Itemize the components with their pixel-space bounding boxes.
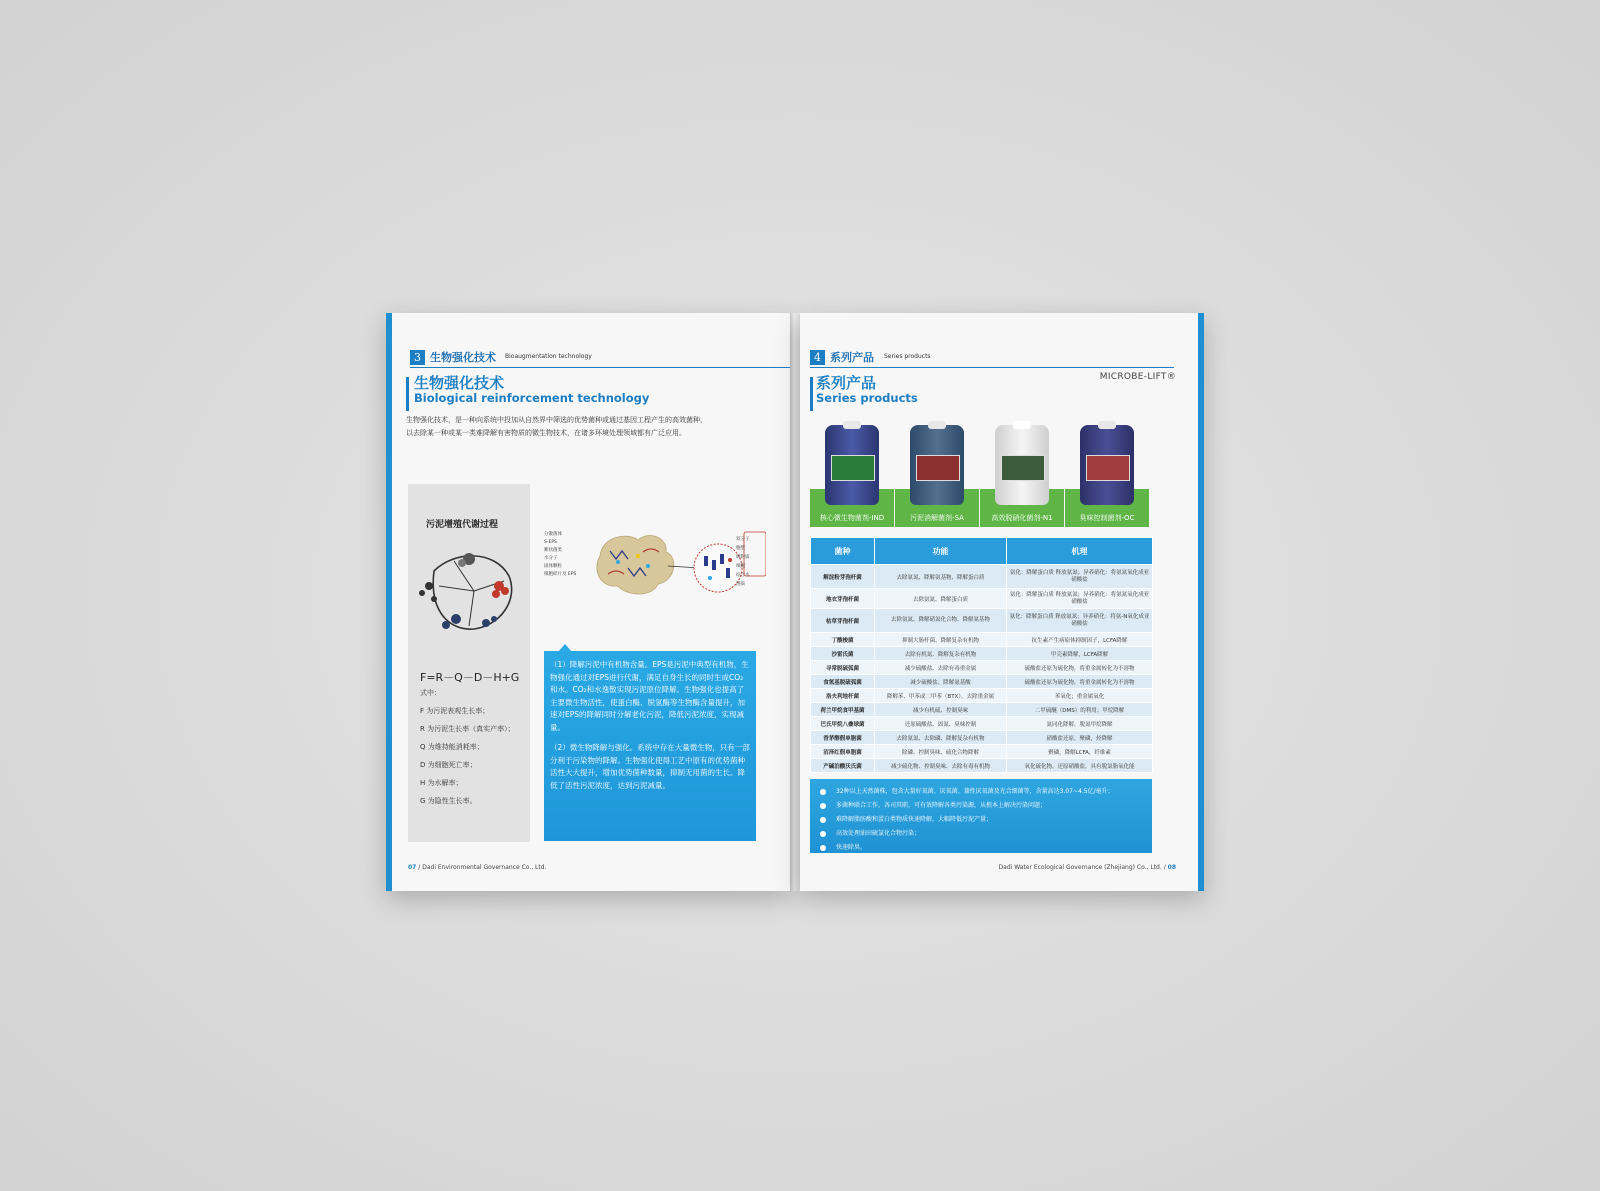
company-name: Dadi Water Ecological Governance (Zhejiang) Co., Ltd. — [998, 864, 1162, 871]
footer-separator: / — [418, 864, 423, 871]
mechanism-para-2: （2）微生物降解与强化。系统中存在大量微生物，只有一部分利于污染物的降解。生物强化使得工艺中原有的优势菌种活性大大提升，增加优势菌种数量，抑制无用菌的生长。降低了活性污泥浓度，达到污泥减量。 — [550, 743, 750, 790]
title-accent-bar — [406, 377, 409, 411]
legend-item: 细胞 — [736, 564, 745, 569]
table-cell: 甲壳素降解，LCFA降解 — [1007, 647, 1153, 661]
formula-line: Q 为维持能消耗率； — [420, 743, 484, 751]
bottle-cap — [1013, 421, 1031, 429]
section-title-cn: 生物强化技术 — [430, 351, 496, 364]
table-cell: 去除氨氮、降解硝氮化合物、降解氨基物 — [875, 609, 1007, 633]
left-footer — [408, 864, 546, 871]
page-title-en: Biological reinforcement technology — [414, 391, 650, 405]
bottle-image — [825, 425, 879, 505]
brand-name: MICROBE-LIFT® — [1099, 372, 1176, 382]
table-row — [811, 703, 1153, 717]
bottle-sticker — [831, 455, 875, 481]
section-number: 3 — [410, 350, 425, 365]
section-title-en: Series products — [884, 353, 931, 360]
formula-where: 式中： — [420, 689, 441, 697]
table-row — [811, 661, 1153, 675]
legend-item: S-EPS — [544, 540, 557, 545]
eps-right-legend — [736, 535, 750, 589]
table-cell: 硫酸盐还原为硫化物，将重金属转化为不溶物 — [1007, 675, 1153, 689]
bottle-image — [995, 425, 1049, 505]
metabolism-cycle-diagram — [414, 541, 524, 637]
table-row — [811, 565, 1153, 589]
table-row — [811, 745, 1153, 759]
company-name: Dadi Environmental Governance Co., Ltd. — [422, 864, 547, 871]
right-section-header — [800, 350, 1204, 366]
column-header: 菌种 — [811, 538, 875, 565]
product-label: 臭味控制菌剂-OC — [1079, 514, 1135, 522]
product-card — [980, 425, 1064, 527]
table-cell: 解淀粉芽孢杆菌 — [811, 565, 875, 589]
list-item: 多菌种联合工作，各司其职，可有效降解各类污染源，从根本上解决污染问题； — [820, 799, 1142, 813]
left-section-header — [386, 350, 790, 366]
mechanism-text-box — [544, 651, 756, 841]
diagram-title: 污泥增殖代谢过程 — [426, 520, 499, 530]
list-item: 高效处理油田硫氯化合物污染； — [820, 827, 1142, 841]
book-spine — [790, 313, 800, 891]
list-item: 快速除臭。 — [820, 841, 1142, 855]
legend-item: 双分子 — [736, 537, 750, 542]
bottle-cap — [1098, 421, 1116, 429]
formula-line: F 为污泥表观生长率； — [420, 707, 490, 715]
column-header: 机理 — [1007, 538, 1153, 565]
intro-line-2: 以去除某一种或某一类难降解有害物质的微生物技术，在诸多环境处理领域都有广泛应用。 — [406, 429, 686, 437]
table-row — [811, 609, 1153, 633]
table-cell: 氮同化降解，脱氮甲烷降解 — [1007, 717, 1153, 731]
table-cell: 枯草芽孢杆菌 — [811, 609, 875, 633]
table-row — [811, 759, 1153, 773]
table-cell: 减少有机硫、控制臭味 — [875, 703, 1007, 717]
strain-table — [810, 537, 1153, 773]
product-label: 高效脱硝化菌剂-N1 — [991, 514, 1053, 522]
table-row — [811, 675, 1153, 689]
product-card — [810, 425, 894, 527]
metabolism-panel — [408, 484, 530, 842]
product-label: 核心微生物菌剂-IND — [819, 514, 885, 522]
table-cell: 减少硫酸盐、去除有毒重金属 — [875, 661, 1007, 675]
table-cell: 去除氨氮、降解蛋白质 — [875, 589, 1007, 609]
table-cell: 降解苯、甲苯或二甲苯（BTX），去除重金属 — [875, 689, 1007, 703]
right-footer — [999, 864, 1176, 871]
table-cell: 抑制大肠杆菌、降解复杂有机物 — [875, 633, 1007, 647]
legend-item: 溶质 — [736, 582, 745, 587]
table-cell: 苯氧化；重金属氧化 — [1007, 689, 1153, 703]
table-row — [811, 589, 1153, 609]
section-title-en: Bioaugmentation technology — [505, 353, 592, 360]
product-label: 污泥消解菌剂-SA — [910, 514, 964, 522]
table-cell: 去除有机氮、降解复杂有机物 — [875, 647, 1007, 661]
eps-legend — [544, 531, 590, 579]
section-title-cn: 系列产品 — [830, 351, 874, 364]
table-cell: 除磷、控制臭味、硫化合物降解 — [875, 745, 1007, 759]
table-row — [811, 647, 1153, 661]
left-edge-bar — [386, 313, 392, 891]
table-cell: 洛夫利地杆菌 — [811, 689, 875, 703]
left-page — [386, 313, 790, 891]
title-accent-bar — [810, 377, 813, 411]
formula-line: G 为隐性生长率。 — [420, 797, 477, 805]
intro-text — [406, 414, 776, 440]
page-title-en: Series products — [816, 391, 918, 405]
legend-item: 胞壁 — [736, 546, 745, 551]
table-cell: 氨化：降解蛋白质 释放氨氮；异养硝化：将氨氮氧化成亚硝酸盐 — [1007, 589, 1153, 609]
column-header: 功能 — [875, 538, 1007, 565]
table-row — [811, 717, 1153, 731]
table-row — [811, 689, 1153, 703]
features-list — [810, 779, 1152, 853]
bottle-sticker — [1001, 455, 1045, 481]
table-row — [811, 731, 1153, 745]
table-cell: 沙雷氏菌 — [811, 647, 875, 661]
bottle-cap — [843, 421, 861, 429]
list-item: 32种以上天然菌株，包含大量好氧菌、厌氧菌、兼性厌氧菌及光合细菌等，含量高达3.07~4.5亿/毫升； — [820, 785, 1142, 799]
bottle-sticker — [916, 455, 960, 481]
table-cell: 寻常脱硫弧菌 — [811, 661, 875, 675]
table-cell: 地衣芽孢杆菌 — [811, 589, 875, 609]
bottle-sticker — [1086, 455, 1130, 481]
page-title-cn: 系列产品 — [816, 374, 877, 392]
page-number: 08 — [1167, 864, 1176, 871]
table-cell: 丁酸梭菌 — [811, 633, 875, 647]
table-cell: 减少硫酸盐、降解氨基酸 — [875, 675, 1007, 689]
table-cell: 香茅醇假单胞菌 — [811, 731, 875, 745]
header-rule — [810, 367, 1174, 368]
legend-item: 细胞碎片及 EPS — [544, 572, 577, 577]
table-cell: 还原硫酸盐、固氮、臭味控制 — [875, 717, 1007, 731]
table-cell: 食氢基脱硫弧菌 — [811, 675, 875, 689]
table-cell: 沼泽红假单胞菌 — [811, 745, 875, 759]
table-cell: 聚磷，降解LCFA，纤维素 — [1007, 745, 1153, 759]
page-title-cn: 生物强化技术 — [414, 374, 505, 392]
table-row — [811, 633, 1153, 647]
legend-item: 结合水 — [736, 573, 750, 578]
mechanism-para-1: （1）降解污泥中有机物含量。EPS是污泥中典型有机物，生物强化通过对EPS进行代谢，满足自身生长的同时生成CO₂和水。CO₂和水逸散实现污泥原位降解。生物强化也提高了主要微生物活性，使蛋白酶、脱氢酶等生物酶含量提升，加速对EPS的降解同时分解老化污泥，降低污泥浓度，实现减量。 — [550, 660, 749, 732]
table-cell: 二甲硫醚（DMS）的利用；甲烷降解 — [1007, 703, 1153, 717]
table-cell: 荷兰甲烷食甲基菌 — [811, 703, 875, 717]
table-cell: 产碱泊酸沃氏菌 — [811, 759, 875, 773]
section-number: 4 — [810, 350, 825, 365]
header-rule — [410, 367, 790, 368]
formula-line: H 为水解率； — [420, 779, 463, 787]
intro-line-1: 生物强化技术，是一种向系统中投加从自然界中筛选的优势菌种或通过基因工程产生的高效菌种， — [406, 416, 707, 424]
table-header-row — [811, 538, 1153, 565]
table-cell: 硫酸盐还原为硫化物，将重金属转化为不溶物 — [1007, 661, 1153, 675]
table-cell: 去除氨氮、去除磷、降解复杂有机物 — [875, 731, 1007, 745]
right-page — [800, 313, 1204, 891]
bottle-cap — [928, 421, 946, 429]
formula-line: D 为细胞死亡率； — [420, 761, 477, 769]
table-cell: 减少硫化物、控制臭味、去除有毒有机物 — [875, 759, 1007, 773]
product-card — [895, 425, 979, 527]
legend-item: 水分子 — [544, 556, 558, 561]
table-cell: 抗生素产生病原体抑制因子，LCFA降解 — [1007, 633, 1153, 647]
growth-formula: F=R－Q－D－H+G — [420, 671, 520, 684]
legend-item: 固体颗粒 — [544, 564, 562, 569]
legend-item: 分散菌体 — [544, 532, 562, 537]
list-item: 难降解脂肪酸和蛋白类物质快速降解，大幅降低污泥产量； — [820, 813, 1142, 827]
table-cell: 巴氏甲烷八叠球菌 — [811, 717, 875, 731]
legend-item: 吸附质 — [736, 555, 750, 560]
table-cell: 氨化：降解蛋白质 释放氨氮；异养硝化：将氨氮氧化成亚硝酸盐 — [1007, 565, 1153, 589]
page-number: 07 — [408, 864, 417, 871]
formula-line: R 为污泥生长率（真实产率）； — [420, 725, 515, 733]
table-cell: 氧化硫化物，还原硝酸盐，具有脱氯脂氧化能 — [1007, 759, 1153, 773]
product-card — [1065, 425, 1149, 527]
table-cell: 氨化：降解蛋白质 释放氨氮；异养硝化：将氨-N氧化成亚硝酸盐 — [1007, 609, 1153, 633]
footer-separator: / — [1163, 864, 1168, 871]
table-cell: 硝酸盐还原，聚磷，烃降解 — [1007, 731, 1153, 745]
table-cell: 去除氨氮、降解氨基物、降解蛋白质 — [875, 565, 1007, 589]
bottle-image — [1080, 425, 1134, 505]
bottle-image — [910, 425, 964, 505]
legend-item: 絮状菌类 — [544, 548, 562, 553]
right-edge-bar — [1198, 313, 1204, 891]
